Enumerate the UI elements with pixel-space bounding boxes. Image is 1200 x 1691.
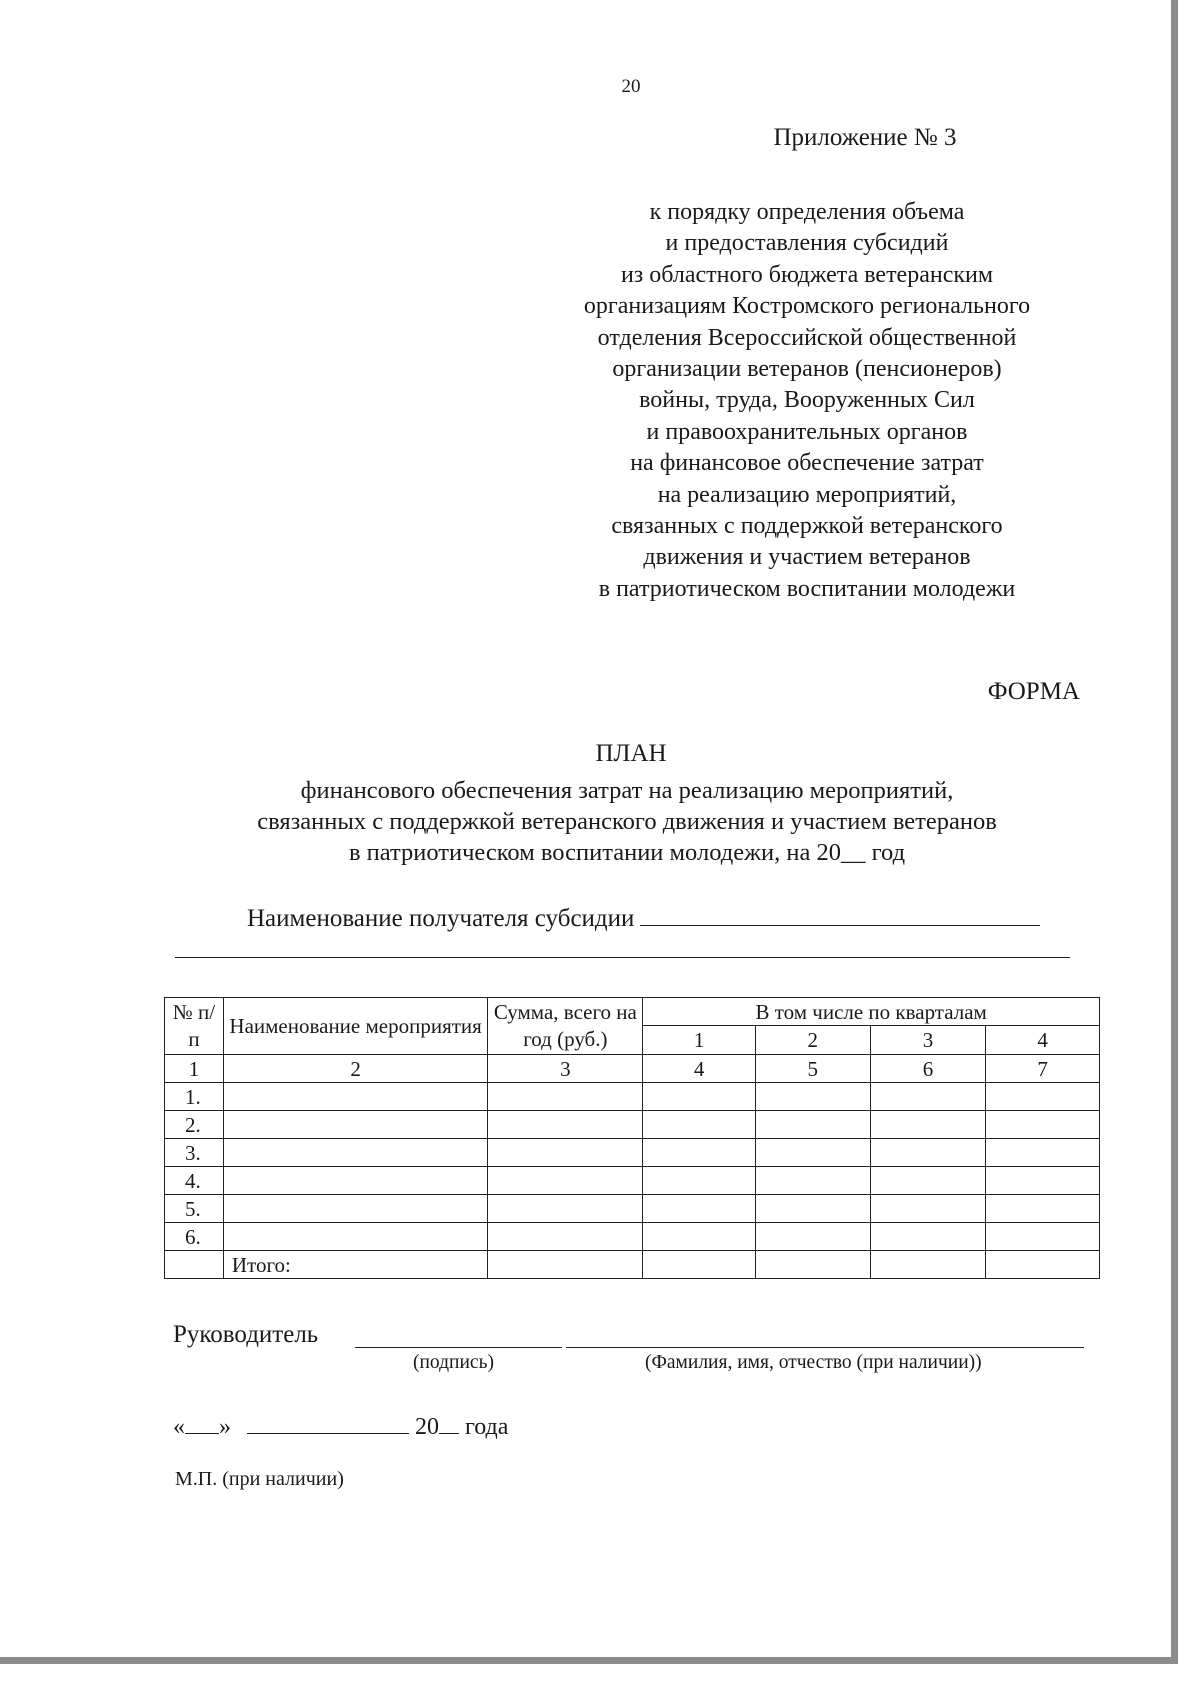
cell[interactable] — [223, 1139, 487, 1167]
cell[interactable] — [488, 1223, 643, 1251]
appendix-line: связанных с поддержкой ветеранского — [611, 513, 1003, 540]
cell[interactable] — [870, 1195, 986, 1223]
header-num: № п/п — [165, 998, 224, 1055]
full-name-blank[interactable] — [566, 1347, 1084, 1348]
table-row — [165, 1083, 1100, 1111]
cell[interactable] — [223, 1223, 487, 1251]
cell[interactable] — [870, 1251, 986, 1279]
column-number: 1 — [165, 1055, 224, 1083]
row-number: 2. — [165, 1111, 224, 1139]
year-blank[interactable] — [439, 1413, 459, 1434]
row-number: 4. — [165, 1167, 224, 1195]
row-number: 3. — [165, 1139, 224, 1167]
total-label: Итого: — [223, 1251, 487, 1279]
cell[interactable] — [488, 1083, 643, 1111]
header-name: Наименование мероприятия — [223, 998, 487, 1055]
header-q1: 1 — [643, 1026, 756, 1055]
cell[interactable] — [223, 1167, 487, 1195]
cell[interactable] — [986, 1111, 1100, 1139]
cell[interactable] — [986, 1223, 1100, 1251]
cell[interactable] — [223, 1083, 487, 1111]
cell[interactable] — [755, 1195, 870, 1223]
cell[interactable] — [755, 1223, 870, 1251]
cell[interactable] — [643, 1251, 756, 1279]
recipient-blank-continued[interactable] — [175, 957, 1070, 958]
full-name-caption: (Фамилия, имя, отчество (при наличии)) — [645, 1352, 982, 1373]
cell[interactable] — [870, 1083, 986, 1111]
appendix-line: отделения Всероссийской общественной — [597, 324, 1017, 351]
appendix-line: войны, труда, Вооруженных Сил — [639, 387, 975, 414]
cell[interactable] — [870, 1167, 986, 1195]
total-row — [165, 1251, 1100, 1279]
appendix-line: организации ветеранов (пенсионеров) — [612, 356, 1002, 383]
plan-title: ПЛАН — [595, 740, 667, 767]
appendix-line: на реализацию мероприятий, — [657, 481, 957, 508]
appendix-line: движения и участием ветеранов — [643, 544, 971, 571]
close-quote: » — [219, 1414, 231, 1440]
cell[interactable] — [643, 1195, 756, 1223]
column-number: 6 — [870, 1055, 986, 1083]
cell[interactable] — [488, 1195, 643, 1223]
seal-label: М.П. (при наличии) — [175, 1468, 344, 1490]
plan-line: финансового обеспечения затрат на реализацию мероприятий, — [300, 777, 954, 804]
cell[interactable] — [986, 1251, 1100, 1279]
row-number: 5. — [165, 1195, 224, 1223]
cell[interactable] — [488, 1111, 643, 1139]
header-quarters: В том числе по кварталам — [643, 998, 1100, 1026]
appendix-title: Приложение № 3 — [773, 124, 957, 151]
cell[interactable] — [870, 1223, 986, 1251]
cell[interactable] — [870, 1111, 986, 1139]
cell[interactable] — [986, 1167, 1100, 1195]
year-suffix: года — [465, 1414, 509, 1440]
month-blank[interactable] — [247, 1413, 409, 1434]
table-row — [165, 1139, 1100, 1167]
table-row — [165, 1195, 1100, 1223]
recipient-label: Наименование получателя субсидии — [247, 905, 635, 932]
signature-caption: (подпись) — [413, 1352, 494, 1373]
header-q3: 3 — [870, 1026, 986, 1055]
form-label: ФОРМА — [987, 678, 1080, 705]
cell[interactable] — [986, 1195, 1100, 1223]
cell[interactable] — [223, 1195, 487, 1223]
page-number: 20 — [621, 76, 641, 97]
plan-line: связанных с поддержкой ветеранского движения и участием ветеранов — [257, 808, 997, 835]
appendix-line: в патриотическом воспитании молодежи — [598, 575, 1016, 602]
column-number: 2 — [223, 1055, 487, 1083]
cell[interactable] — [755, 1167, 870, 1195]
header-sum: Сумма, всего на год (руб.) — [488, 998, 643, 1055]
cell[interactable] — [488, 1251, 643, 1279]
cell[interactable] — [986, 1139, 1100, 1167]
appendix-line: и предоставления субсидий — [665, 230, 949, 257]
row-number: 6. — [165, 1223, 224, 1251]
cell[interactable] — [488, 1139, 643, 1167]
appendix-line: на финансовое обеспечение затрат — [630, 450, 984, 477]
plan-description — [162, 775, 1092, 868]
table-row — [165, 1111, 1100, 1139]
header-q2: 2 — [755, 1026, 870, 1055]
appendix-line: организациям Костромского регионального — [583, 293, 1031, 320]
cell[interactable] — [488, 1167, 643, 1195]
cell[interactable] — [643, 1167, 756, 1195]
cell — [165, 1251, 224, 1279]
appendix-line: и правоохранительных органов — [646, 418, 968, 445]
cell[interactable] — [223, 1111, 487, 1139]
column-number: 4 — [643, 1055, 756, 1083]
appendix-description — [543, 197, 1071, 605]
cell[interactable] — [986, 1083, 1100, 1111]
cell[interactable] — [643, 1111, 756, 1139]
cell[interactable] — [755, 1251, 870, 1279]
recipient-blank[interactable] — [640, 903, 1040, 926]
cell[interactable] — [755, 1083, 870, 1111]
column-number: 7 — [986, 1055, 1100, 1083]
plan-table — [164, 997, 1100, 1279]
column-number: 5 — [755, 1055, 870, 1083]
day-blank[interactable] — [185, 1413, 219, 1434]
year-prefix: 20 — [415, 1414, 439, 1440]
recipient-field — [247, 903, 1040, 933]
header-q4: 4 — [986, 1026, 1100, 1055]
table-row — [165, 1223, 1100, 1251]
cell[interactable] — [755, 1111, 870, 1139]
head-label: Руководитель — [173, 1321, 319, 1348]
date-field — [173, 1413, 508, 1441]
appendix-line: к порядку определения объема — [649, 199, 965, 225]
table-row — [165, 1167, 1100, 1195]
row-number: 1. — [165, 1083, 224, 1111]
signature-blank[interactable] — [355, 1347, 562, 1348]
cell[interactable] — [755, 1139, 870, 1167]
table-header-row — [165, 998, 1100, 1026]
cell[interactable] — [643, 1223, 756, 1251]
column-numbers-row — [165, 1055, 1100, 1083]
appendix-line: из областного бюджета ветеранским — [620, 261, 994, 288]
open-quote: « — [173, 1414, 185, 1440]
cell[interactable] — [870, 1139, 986, 1167]
cell[interactable] — [643, 1139, 756, 1167]
column-number: 3 — [488, 1055, 643, 1083]
plan-line: в патриотическом воспитании молодежи, на 20__ год — [348, 839, 906, 866]
cell[interactable] — [643, 1083, 756, 1111]
